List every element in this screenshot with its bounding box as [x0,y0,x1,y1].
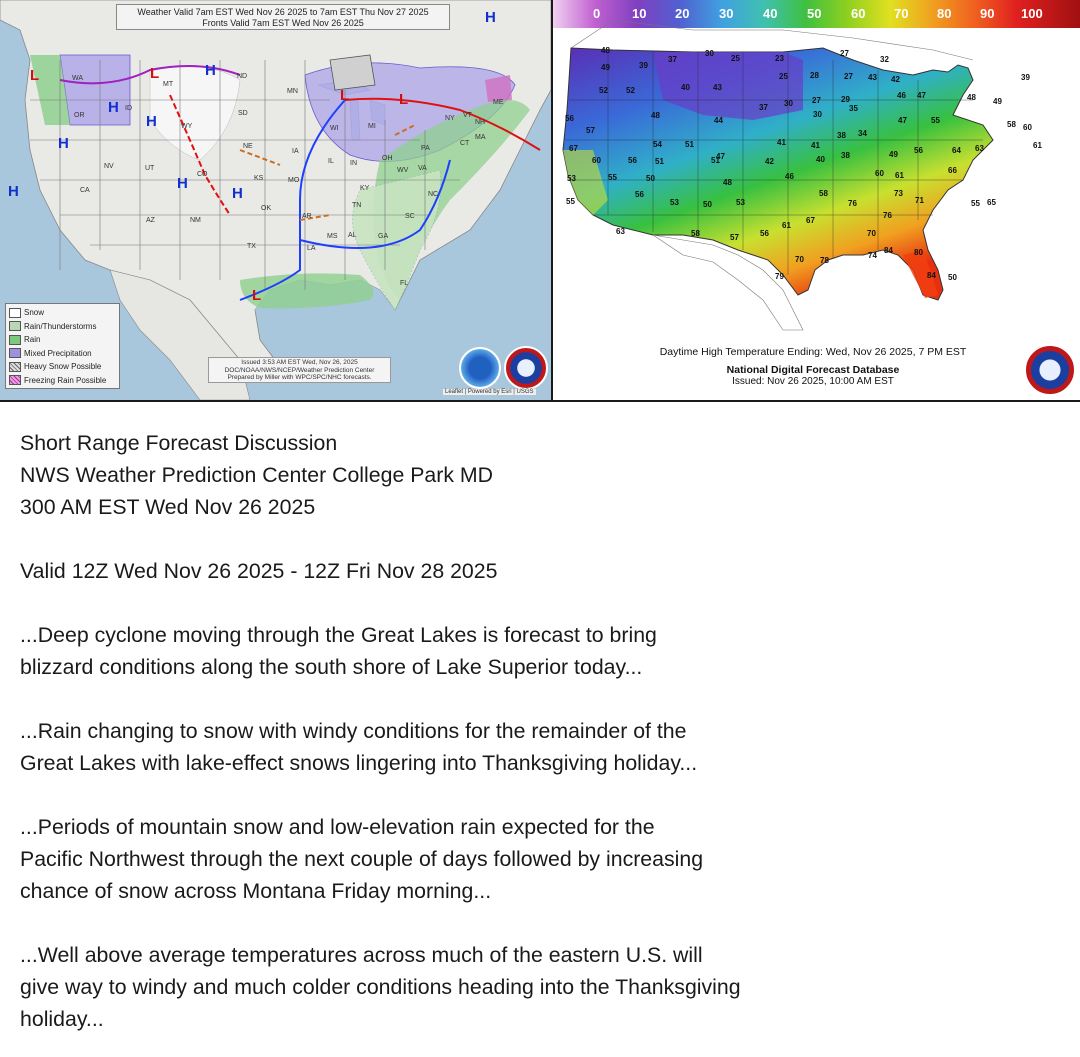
temperature-value: 38 [841,151,850,160]
svg-text:CA: CA [80,187,90,194]
svg-text:MN: MN [287,88,298,95]
temperature-value: 23 [775,54,784,63]
wpc-map-header [116,4,450,30]
legend-label: Rain [24,335,41,345]
legend-label: Freezing Rain Possible [24,375,107,385]
temperature-value: 37 [668,55,677,64]
temperature-value: 48 [967,93,976,102]
svg-text:WV: WV [397,167,409,174]
temperature-value: 56 [760,229,769,238]
svg-text:AZ: AZ [146,217,155,224]
temperature-value: 57 [586,126,595,135]
ndfd-caption [613,346,1013,387]
svg-text:NY: NY [445,115,455,122]
discussion-title: Short Range Forecast Discussion [20,431,338,455]
temperature-value: 64 [952,146,961,155]
svg-text:CT: CT [460,140,470,147]
colorbar-tick: 10 [632,6,647,21]
svg-text:NH: NH [475,119,486,126]
temperature-value: 50 [948,273,957,282]
temperature-value: 48 [651,111,660,120]
headline-eastern-temperatures: ...Well above average temperatures across much of the eastern U.S. will [20,943,703,967]
maps-banner [0,0,1080,402]
svg-text:NC: NC [428,191,439,198]
temperature-value: 52 [599,86,608,95]
colorbar-tick: 100 [1021,6,1043,21]
temperature-value: 70 [867,229,876,238]
temperature-value: 66 [948,166,957,175]
legend-item-rain-thunderstorms [9,320,116,334]
legend-label: Snow [24,308,45,318]
temperature-value: 30 [784,99,793,108]
temperature-value: 61 [782,221,791,230]
temperature-value: 61 [895,171,904,180]
colorbar-tick: 60 [851,6,866,21]
nws-logo [504,346,548,390]
svg-text:NE: NE [243,143,253,150]
forecast-discussion [20,427,1060,1035]
ndfd-valid-text: Daytime High Temperature Ending: Wed, Nov 26 2025, 7 PM EST [659,346,967,358]
temperature-value: 55 [971,199,980,208]
temperature-value: 56 [914,146,923,155]
temperature-value: 28 [810,71,819,80]
svg-text:NM: NM [190,217,201,224]
temperature-value: 46 [897,91,906,100]
temperature-value: 32 [880,55,889,64]
temperature-value: 43 [868,73,877,82]
temperature-value: 70 [795,255,804,264]
temperature-value: 58 [819,189,828,198]
temperature-value: 84 [884,246,893,255]
temperature-value: 53 [567,174,576,183]
temperature-value: 63 [975,144,984,153]
svg-text:VT: VT [463,112,472,119]
svg-text:OR: OR [74,112,85,119]
temperature-value: 48 [723,178,732,187]
colorbar-tick: 0 [593,6,601,21]
headline-pacific-northwest: Pacific Northwest through the next couple of days followed by increasing [20,847,704,871]
svg-text:ID: ID [125,105,132,112]
temperature-value: 54 [653,140,662,149]
wpc-issuing-office: DOC/NOAA/NWS/NCEP/Weather Prediction Center [224,366,375,374]
ndfd-map-graphic [553,0,1080,400]
temperature-value: 73 [894,189,903,198]
noaa-logo [459,347,501,389]
temperature-value: 49 [601,63,610,72]
temperature-value: 29 [841,95,850,104]
temperature-value: 39 [1021,73,1030,82]
colorbar-tick: 30 [719,6,734,21]
colorbar-tick: 70 [894,6,909,21]
headline-great-lakes-cyclone: blizzard conditions along the south shore of Lake Superior today... [20,655,643,679]
svg-text:ND: ND [237,73,248,80]
temperature-value: 55 [566,197,575,206]
wpc-weather-map [0,0,551,400]
svg-text:UT: UT [145,165,155,172]
temperature-value: 61 [1033,141,1042,150]
temperature-value: 52 [626,86,635,95]
high-pressure-label: H [177,175,188,192]
legend-label: Mixed Precipitation [24,348,92,358]
high-pressure-label: H [146,113,157,130]
colorbar-tick: 40 [763,6,778,21]
temperature-value: 55 [931,116,940,125]
temperature-value: 60 [875,169,884,178]
temperature-value: 51 [655,157,664,166]
temperature-value: 25 [731,54,740,63]
legend-item-mixed-precipitation [9,347,116,361]
temperature-value: 56 [628,156,637,165]
temperature-value: 47 [898,116,907,125]
temperature-value: 49 [993,97,1002,106]
low-pressure-label: L [252,287,262,304]
temperature-value: 44 [714,116,723,125]
temperature-value: 60 [1023,123,1032,132]
colorbar-tick: 90 [980,6,995,21]
temperature-value: 25 [779,72,788,81]
svg-text:VA: VA [418,165,427,172]
temperature-value: 53 [670,198,679,207]
low-pressure-label: L [150,65,160,82]
svg-text:WI: WI [330,125,339,132]
temperature-value: 71 [915,196,924,205]
wpc-fronts-valid-text: Fronts Valid 7am EST Wed Nov 26 2025 [202,18,364,28]
svg-text:IA: IA [292,148,299,155]
temperature-value: 78 [820,256,829,265]
temperature-value: 46 [785,172,794,181]
temperature-value: 42 [891,75,900,84]
colorbar-tick: 20 [675,6,690,21]
temperature-value: 76 [883,211,892,220]
svg-text:PA: PA [421,145,430,152]
svg-text:IN: IN [350,160,357,167]
temperature-value: 58 [1007,120,1016,129]
temperature-value: 51 [685,140,694,149]
temperature-value: 63 [616,227,625,236]
svg-text:ME: ME [493,99,504,106]
svg-text:SC: SC [405,213,415,220]
svg-text:TX: TX [247,243,256,250]
legend-label: Heavy Snow Possible [24,362,102,372]
ndfd-issued-text: Issued: Nov 26 2025, 10:00 AM EST [732,376,894,387]
wpc-prepared-by: Prepared by Miller with WPC/SPC/NHC forecasts. [227,374,372,381]
wpc-issued-box [208,357,391,383]
headline-rain-to-snow: Great Lakes with lake-effect snows lingering into Thanksgiving holiday... [20,751,698,775]
high-pressure-label: H [108,99,119,116]
temperature-value: 39 [639,61,648,70]
temperature-value: 80 [914,248,923,257]
temperature-value: 56 [565,114,574,123]
temperature-value: 30 [813,110,822,119]
headline-pacific-northwest: ...Periods of mountain snow and low-elevation rain expected for the [20,815,655,839]
temperature-value: 27 [844,72,853,81]
temperature-value: 34 [858,129,867,138]
discussion-office: NWS Weather Prediction Center College Park MD [20,463,494,487]
temperature-value: 47 [716,152,725,161]
headline-great-lakes-cyclone: ...Deep cyclone moving through the Great Lakes is forecast to bring [20,623,657,647]
temperature-value: 35 [849,104,858,113]
ndfd-temperature-map [553,0,1080,400]
temperature-value: 27 [840,49,849,58]
high-pressure-label: H [8,183,19,200]
legend-item-snow [9,306,116,320]
temperature-value: 74 [868,251,877,260]
legend-item-heavy-snow [9,360,116,374]
discussion-valid-period: Valid 12Z Wed Nov 26 2025 - 12Z Fri Nov 28 2025 [20,559,498,583]
temperature-value: 51 [711,156,720,165]
high-pressure-label: H [485,9,496,26]
high-pressure-label: H [58,135,69,152]
map-attribution[interactable]: Leaflet | Powered by Esri | USGS [445,389,534,395]
high-pressure-label: H [232,185,243,202]
temperature-value: 49 [889,150,898,159]
svg-text:MI: MI [368,123,376,130]
svg-text:MA: MA [475,134,486,141]
temperature-value: 65 [987,198,996,207]
colorbar-tick: 80 [937,6,952,21]
temperature-value: 76 [848,199,857,208]
temperature-value: 37 [759,103,768,112]
low-pressure-label: L [399,91,409,108]
temperature-value: 43 [713,83,722,92]
wpc-legend [5,303,120,389]
svg-text:LA: LA [307,245,316,252]
svg-text:WA: WA [72,75,84,82]
temperature-value: 50 [646,174,655,183]
svg-text:MS: MS [327,233,338,240]
discussion-issued-time: 300 AM EST Wed Nov 26 2025 [20,495,316,519]
svg-text:OH: OH [382,155,393,162]
temperature-value: 67 [569,144,578,153]
headline-eastern-temperatures: give way to windy and much colder conditions heading into the Thanksgiving [20,975,741,999]
svg-text:AL: AL [348,232,357,239]
temperature-value: 55 [608,173,617,182]
temperature-value: 40 [816,155,825,164]
headline-pacific-northwest: chance of snow across Montana Friday morning... [20,879,492,903]
temperature-value: 47 [917,91,926,100]
temperature-value: 53 [736,198,745,207]
temperature-value: 41 [777,138,786,147]
wpc-issued-time: Issued 3:53 AM EST Wed, Nov 26, 2025 [241,359,358,366]
wpc-valid-text: Weather Valid 7am EST Wed Nov 26 2025 to 7am EST Thu Nov 27 2025 [137,7,429,17]
low-pressure-label: L [340,87,350,104]
colorbar-tick: 50 [807,6,822,21]
legend-item-freezing-rain [9,374,116,388]
low-pressure-label: L [30,67,40,84]
svg-text:OK: OK [261,205,272,212]
legend-label: Rain/Thunderstorms [24,321,97,331]
temperature-value: 48 [601,46,610,55]
temperature-value: 30 [705,49,714,58]
temperature-value: 60 [592,156,601,165]
mixed-precip-northwest [60,55,130,125]
svg-text:TN: TN [352,202,362,209]
headline-rain-to-snow: ...Rain changing to snow with windy conditions for the remainder of the [20,719,687,743]
svg-text:GA: GA [378,233,389,240]
svg-text:AR: AR [302,213,312,220]
temperature-value: 67 [806,216,815,225]
svg-text:IL: IL [328,158,334,165]
temperature-value: 56 [635,190,644,199]
temperature-value: 50 [703,200,712,209]
ndfd-title: National Digital Forecast Database [726,364,900,376]
temperature-value: 79 [775,272,784,281]
temperature-value: 57 [730,233,739,242]
svg-text:MT: MT [163,81,174,88]
svg-text:KY: KY [360,185,370,192]
svg-text:WY: WY [181,123,193,130]
temperature-value: 27 [812,96,821,105]
temperature-value: 42 [765,157,774,166]
svg-text:MO: MO [288,177,300,184]
temperature-value: 84 [927,271,936,280]
svg-text:CO: CO [197,171,208,178]
temperature-value: 41 [811,141,820,150]
heavy-snow-area [330,55,375,90]
high-pressure-label: H [205,62,216,79]
temperature-value: 58 [691,229,700,238]
svg-text:NV: NV [104,163,114,170]
svg-text:FL: FL [400,280,409,287]
svg-text:KS: KS [254,175,264,182]
legend-item-rain [9,333,116,347]
temperature-value: 40 [681,83,690,92]
temperature-value: 38 [837,131,846,140]
nws-logo [1024,344,1076,396]
svg-text:SD: SD [238,110,248,117]
headline-eastern-temperatures: holiday... [20,1007,104,1031]
